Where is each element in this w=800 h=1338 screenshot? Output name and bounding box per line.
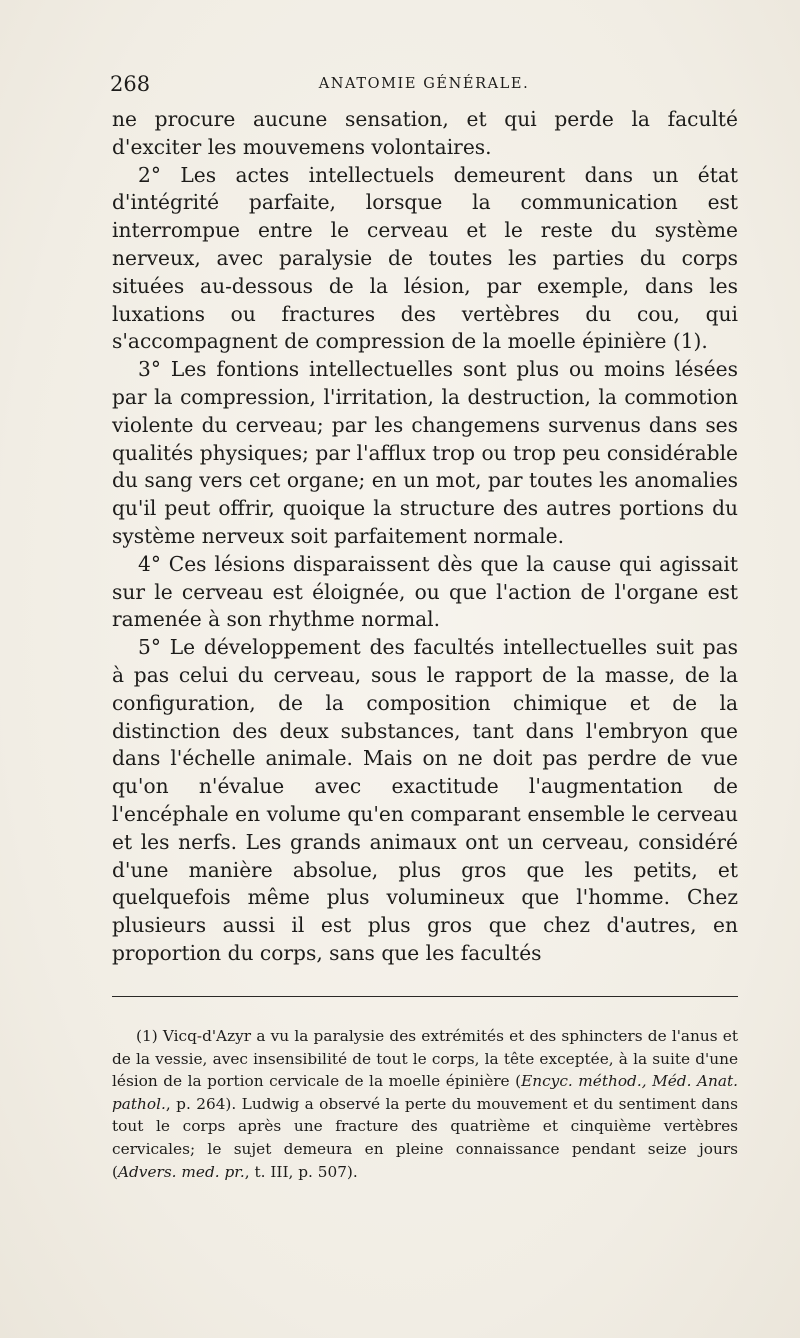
paragraph-4: 4° Ces lésions disparaissent dès que la cause qui agissait sur le cerveau est éloignée, ou que l'action de l'organe est ramenée à son rhythme normal.: [112, 551, 738, 632]
footnote: [112, 1025, 738, 1183]
footnote-rule: [112, 996, 738, 997]
footnote-part-3: , t. III, p. 507).: [244, 1162, 358, 1181]
paragraph-3: 3° Les fontions intellectuelles sont plus ou moins lésées par la compression, l'irritation, la destruction, la commotion violente du cerveau; par les changemens survenus dans ses qualités physiques; par l'afflux trop ou trop peu considérable du sang vers cet organe; en un mot, par toutes les anomalies qu'il peut offrir, quoique la structure des autres portions du système nerveux soit parfaitement normale.: [112, 357, 738, 548]
paragraph-continuation: ne procure aucune sensation, et qui perde la faculté d'exciter les mouvemens volontaires.: [112, 107, 738, 159]
running-head: [110, 72, 738, 96]
footnote-text: [112, 1025, 738, 1183]
page-number: 268: [110, 72, 151, 96]
footnote-part-1: (1) Vicq-d'Azyr a vu la paralysie des extrémités et des sphincters de l'anus et de la vessie, avec insensibilité de tout le corps, la tête exceptée, à la suite d'une lésion de la portion cervicale de la moelle épinière (: [112, 1027, 738, 1091]
paragraph-2: 2° Les actes intellectuels demeurent dans un état d'intégrité parfaite, lorsque la communication est interrompue entre le cerveau et le reste du système nerveux, avec paralysie de toutes les parties du corps situées au-dessous de la lésion, par exemple, dans les luxations ou fractures des vertèbres du cou, qui s'accompagnent de compression de la moelle épinière (1).: [112, 162, 738, 354]
footnote-citation-1: Encyc. méthod., Méd. Anat. pathol.: [112, 1072, 738, 1113]
paragraph-5: 5° Le développement des facultés intellectuelles suit pas à pas celui du cerveau, sous le rapport de la masse, de la configuration, de la composition chimique et de la distinction des deux substances, tant dans l'embryon que dans l'échelle animale. Mais on ne doit pas perdre de vue qu'on n'évalue avec exactitude l'augmentation de l'encéphale en volume qu'en comparant ensemble le cerveau et les nerfs. Les grands animaux ont un cerveau, considéré d'une manière absolue, plus gros que les petits, et quelquefois même plus volumineux que l'homme. Chez plusieurs aussi il est plus gros que chez d'autres, en proportion du corps, sans que les facultés: [112, 635, 738, 965]
footnote-citation-2: Advers. med. pr.: [117, 1162, 245, 1181]
running-title: ANATOMIE GÉNÉRALE.: [318, 76, 530, 92]
footnote-part-2: , p. 264). Ludwig a observé la perte du mouvement et du sentiment dans tout le corps après une fracture des quatrième et cinquième vertèbres cervicales; le sujet demeura en pleine connaissance pendant seize jours (: [112, 1094, 738, 1181]
body-text: [112, 106, 738, 968]
